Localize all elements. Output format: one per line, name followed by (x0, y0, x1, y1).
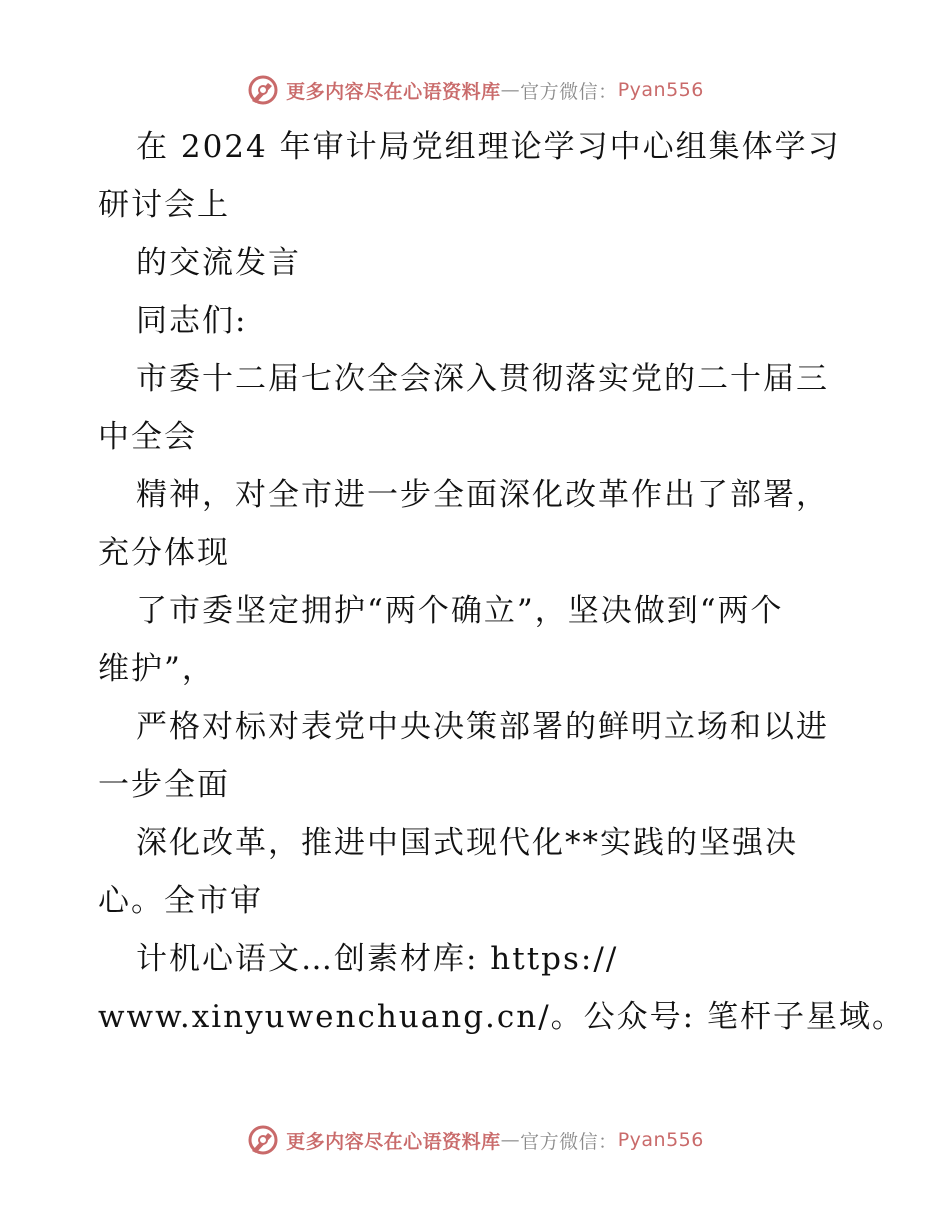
body-line-16: www.xinyuwenchuang.cn/。公众号: 笔杆子星域。 (98, 999, 905, 1035)
body-line-1: 在 2024 年审计局党组理论学习中心组集体学习 (136, 129, 841, 165)
header-banner-dash: — (500, 79, 521, 101)
footer-banner-wechat-label: 官方微信： (520, 1130, 618, 1153)
footer-banner-dash: — (500, 1129, 521, 1151)
body-line-10: 维护”， (98, 651, 215, 687)
footer-banner-wechat-id: Pyan556 (617, 1129, 704, 1151)
body-line-13: 深化改革，推进中国式现代化**实践的坚强决 (136, 825, 798, 861)
body-line-6: 中全会 (98, 419, 197, 455)
pen-circle-logo-icon (246, 1123, 280, 1157)
body-line-4: 同志们: (136, 303, 248, 339)
body-line-3: 的交流发言 (136, 245, 301, 281)
body-line-5: 市委十二届七次全会深入贯彻落实党的二十届三 (136, 361, 829, 397)
body-line-7: 精神，对全市进一步全面深化改革作出了部署， (136, 477, 829, 513)
footer-banner (0, 1118, 950, 1162)
body-line-2: 研讨会上 (98, 187, 230, 223)
document-body (98, 118, 905, 1046)
pen-circle-logo-icon (246, 73, 280, 107)
header-banner (0, 68, 950, 112)
body-line-14: 心。全市审 (98, 883, 263, 919)
body-line-12: 一步全面 (98, 767, 230, 803)
body-line-8: 充分体现 (98, 535, 230, 571)
header-banner-wechat-label: 官方微信： (520, 80, 618, 103)
body-line-11: 严格对标对表党中央决策部署的鲜明立场和以进 (136, 709, 829, 745)
footer-banner-text: 更多内容尽在心语资料库 (286, 1130, 501, 1153)
header-banner-text: 更多内容尽在心语资料库 (286, 80, 501, 103)
header-banner-wechat-id: Pyan556 (617, 79, 704, 101)
body-line-9: 了市委坚定拥护“两个确立”，坚决做到“两个 (136, 593, 784, 629)
body-line-15: 计机心语文…创素材库: https:// (136, 941, 619, 977)
